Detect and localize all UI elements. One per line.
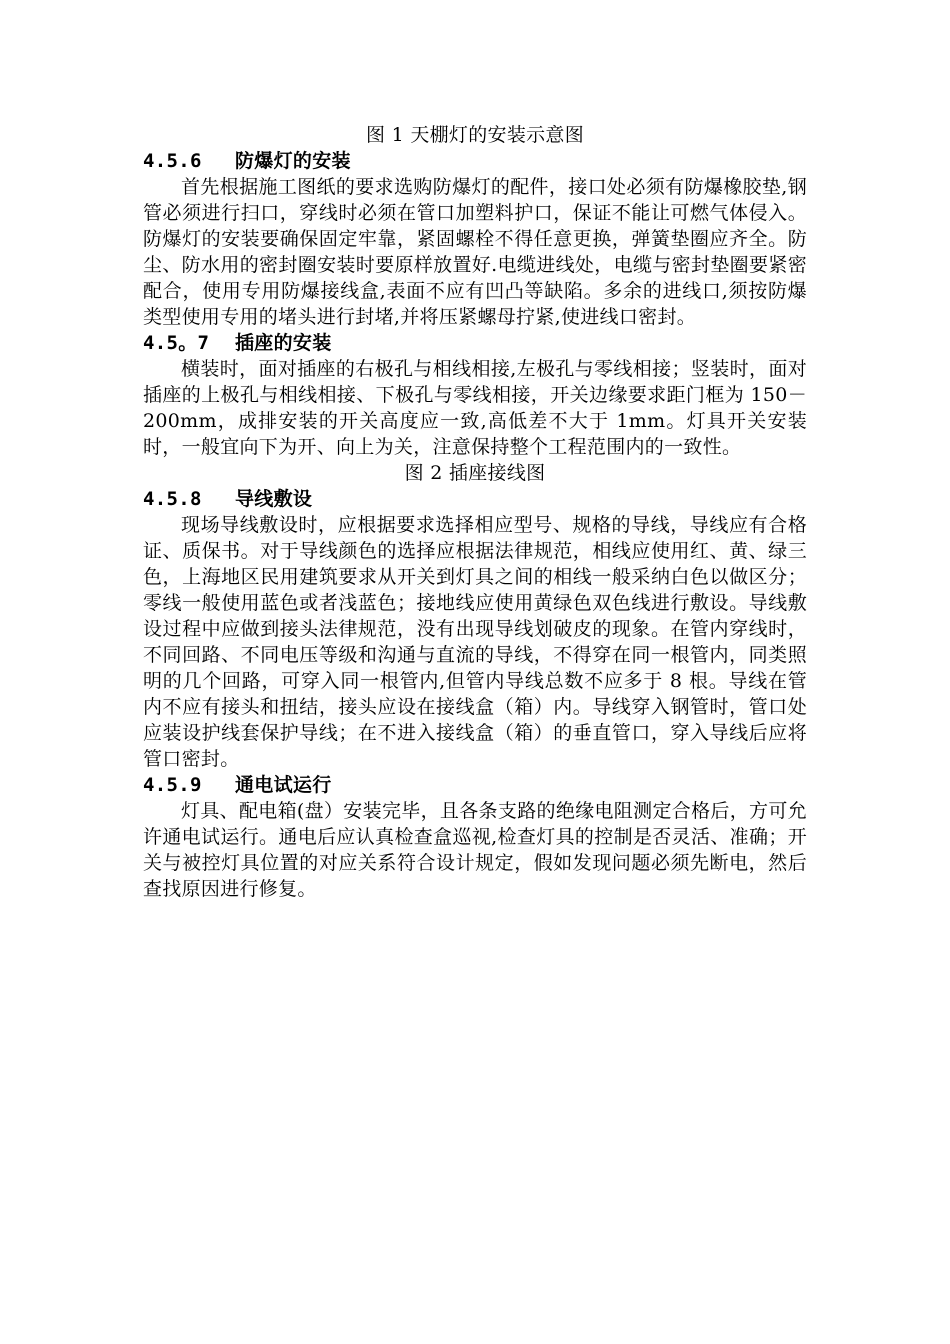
section-number: 4.5.8 [143, 488, 202, 510]
section-number: 4.5.9 [143, 774, 202, 796]
document-page [143, 122, 807, 902]
section-4-5-8-heading [143, 486, 807, 512]
section-4-5-9-body: 灯具、配电箱(盘）安装完毕，且各条支路的绝缘电阻测定合格后，方可允许通电试运行。通电后应认真检查盒巡视,检查灯具的控制是否灵活、准确；开关与被控灯具位置的对应关系符合设计规定，假如发现问题必须先断电，然后查找原因进行修复。 [143, 800, 807, 900]
section-number: 4.5。7 [143, 332, 210, 354]
figure-2-caption: 图 2 插座接线图 [404, 462, 546, 484]
section-title: 通电试运行 [235, 774, 332, 796]
section-title: 导线敷设 [235, 488, 313, 510]
section-title: 防爆灯的安装 [235, 150, 351, 172]
section-4-5-7-body: 横装时，面对插座的右极孔与相线相接,左极孔与零线相接；竖装时，面对插座的上极孔与相线相接、下极孔与零线相接，开关边缘要求距门框为 150－200mm，成排安装的开关高度应一致,高低差不大于 1mm。灯具开关安装时，一般宜向下为开、向上为关，注意保持整个工程范围内的一致性。 [143, 358, 807, 458]
section-4-5-6-heading [143, 148, 807, 174]
figure-1-caption: 图 1 天棚灯的安装示意图 [365, 124, 585, 146]
section-title: 插座的安装 [235, 332, 332, 354]
section-number: 4.5.6 [143, 150, 202, 172]
section-4-5-8-body: 现场导线敷设时，应根据要求选择相应型号、规格的导线，导线应有合格证、质保书。对于导线颜色的选择应根据法律规范，相线应使用红、黄、绿三色，上海地区民用建筑要求从开关到灯具之间的相线一般采纳白色以做区分；零线一般使用蓝色或者浅蓝色；接地线应使用黄绿色双色线进行敷设。导线敷设过程中应做到接头法律规范，没有出现导线划破皮的现象。在管内穿线时，不同回路、不同电压等级和沟通与直流的导线，不得穿在同一根管内，同类照明的几个回路，可穿入同一根管内,但管内导线总数不应多于 8 根。导线在管内不应有接头和扭结，接头应设在接线盒（箱）内。导线穿入钢管时，管口处应装设护线套保护导线；在不进入接线盒（箱）的垂直管口，穿入导线后应将管口密封。 [143, 514, 807, 770]
section-4-5-7-heading [143, 330, 807, 356]
section-4-5-6-body: 首先根据施工图纸的要求选购防爆灯的配件，接口处必须有防爆橡胶垫,钢管必须进行扫口，穿线时必须在管口加塑料护口，保证不能让可燃气体侵入。防爆灯的安装要确保固定牢靠，紧固螺栓不得任意更换，弹簧垫圈应齐全。防尘、防水用的密封圈安装时要原样放置好.电缆进线处，电缆与密封垫圈要紧密配合，使用专用防爆接线盒,表面不应有凹凸等缺陷。多余的进线口,须按防爆类型使用专用的堵头进行封堵,并将压紧螺母拧紧,使进线口密封。 [143, 176, 807, 328]
section-4-5-9-heading [143, 772, 807, 798]
